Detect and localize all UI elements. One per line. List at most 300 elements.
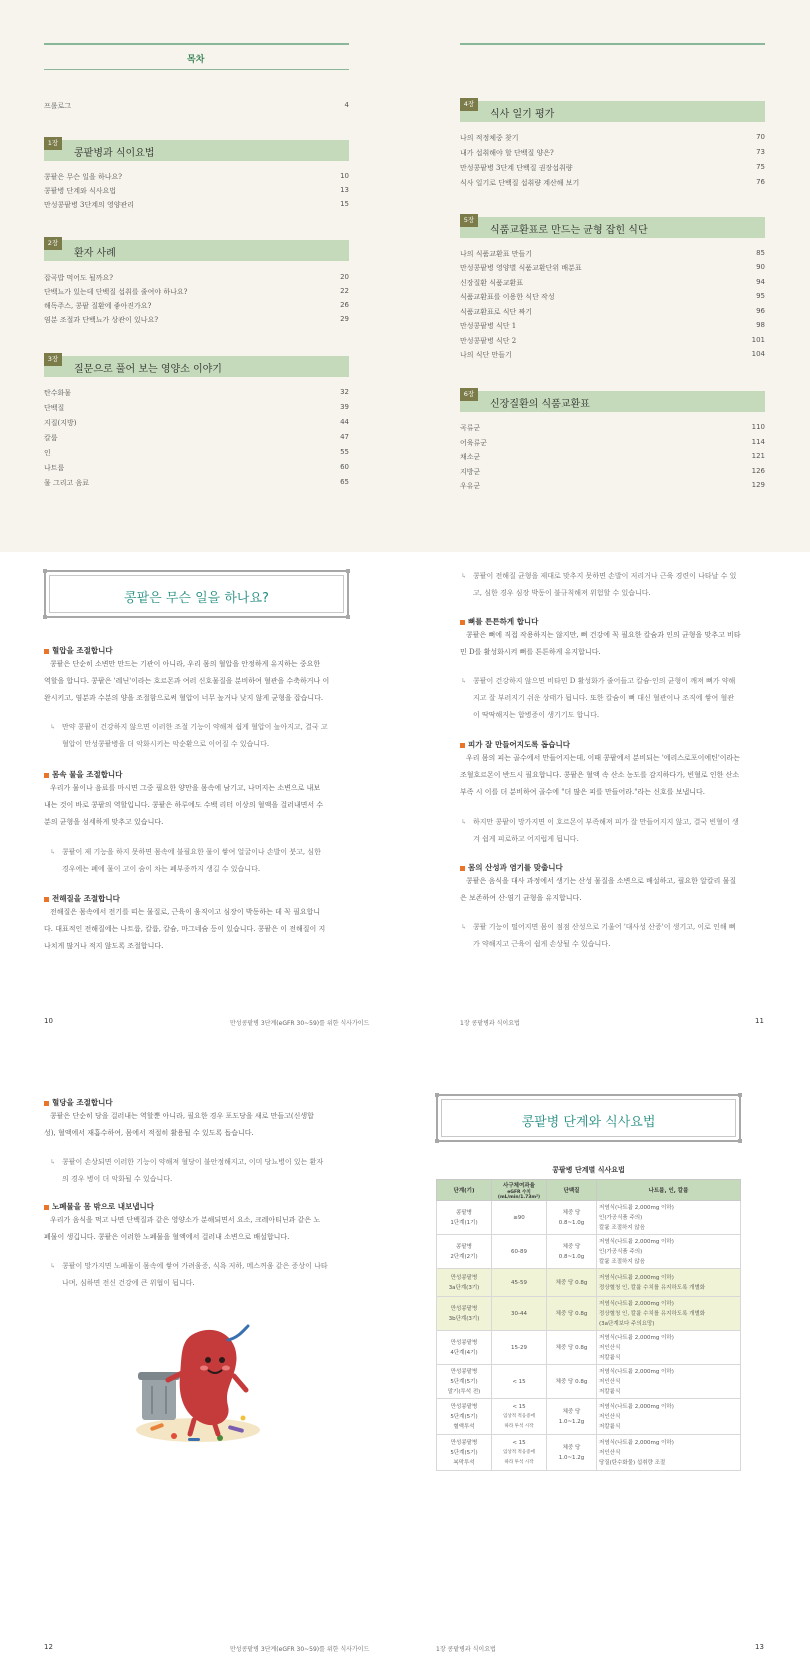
toc-item-title: 탄수화물	[44, 389, 72, 397]
toc-item-title: 나의 적정체중 찾기	[460, 134, 519, 142]
toc-item-title: 프롤로그	[44, 102, 72, 110]
toc-item[interactable]	[44, 101, 349, 113]
toc-item-title: 만성콩팥병 식단 1	[460, 322, 517, 330]
page-number: 13	[755, 1643, 764, 1651]
cell-line: 체중 당	[562, 1243, 581, 1250]
cell-line: 혈액투석	[453, 1423, 475, 1430]
toc-item[interactable]	[44, 301, 349, 313]
table-cell-protein	[547, 1269, 597, 1297]
note	[461, 919, 736, 953]
toc-item-title: 채소군	[460, 453, 481, 461]
cell-line: 칼륨 조절하지 않음	[599, 1258, 646, 1265]
toc-spread	[0, 0, 810, 552]
table-cell-protein	[547, 1235, 597, 1269]
page-number: 12	[44, 1643, 53, 1651]
text-line: 민 D를 활성화시켜 뼈를 튼튼하게 유지합니다.	[460, 648, 601, 656]
toc-item-page: 55	[340, 448, 349, 456]
table-title: 콩팥병 단계별 식사요법	[552, 1166, 625, 1174]
chapter-header[interactable]	[460, 217, 765, 238]
toc-item-title: 곡류군	[460, 424, 481, 432]
kidney-character-illustration	[128, 1310, 268, 1450]
toc-item[interactable]	[44, 273, 349, 285]
page-number: 11	[755, 1017, 764, 1025]
toc-item[interactable]	[44, 403, 349, 415]
toc-item[interactable]	[460, 438, 765, 450]
text-line: 만약 콩팥이 건강하지 않으면 이러한 조절 기능이 약해져 쉽게 혈압이 높아지고, 결국 고	[62, 723, 328, 731]
cell-line: 말기(투석 전)	[447, 1388, 481, 1395]
page-11	[405, 552, 810, 1105]
section-heading-text: 전해질을 조절합니다	[52, 894, 120, 903]
cell-line: 체중 당 0.8g	[555, 1344, 588, 1351]
note	[461, 673, 736, 724]
section-heading	[44, 893, 120, 904]
toc-item-title: 만성콩팥병 영양별 식품교환단위 배분표	[460, 264, 582, 272]
cell-line: 임상적 적응증에	[503, 1413, 535, 1419]
table-cell-stage	[437, 1235, 492, 1269]
column-header: 나트륨, 인, 칼륨	[597, 1180, 741, 1201]
cell-line: 따라 투석 시작	[504, 1459, 534, 1465]
chapter-badge: 1장	[44, 137, 62, 150]
toc-item-page: 44	[340, 418, 349, 426]
toc-item-page: 32	[340, 388, 349, 396]
toc-item-page: 95	[756, 292, 765, 300]
bullet-icon	[44, 897, 49, 902]
text-line: 콩팥이 망가지면 노폐물이 몸속에 쌓여 가려움증, 식욕 저하, 메스꺼움 같은 증상이 나타	[62, 1262, 328, 1270]
toc-item[interactable]	[44, 172, 349, 184]
table-row	[437, 1269, 741, 1297]
chapter-badge: 4장	[460, 98, 478, 111]
chapter-header[interactable]	[44, 240, 349, 261]
divider	[44, 69, 349, 70]
toc-item[interactable]	[460, 452, 765, 464]
cell-line: 0.8~1.0g	[558, 1219, 585, 1226]
page-13	[405, 1105, 810, 1662]
cell-line: 체중 당	[562, 1444, 581, 1451]
text-line: 우리가 물이나 음료를 마시면 그중 필요한 양만을 몸속에 남기고, 나머지는 소변으로 내보	[50, 784, 321, 792]
cell-line: 1단계(1기)	[450, 1219, 478, 1226]
chapter-header[interactable]	[44, 356, 349, 377]
cell-line: 저염식(나트륨 2,000mg 이하)	[599, 1334, 674, 1341]
toc-right-page	[405, 0, 810, 552]
cell-line: 임상적 적응증에	[503, 1449, 535, 1455]
text-line: 폐물이 생깁니다. 콩팥은 이러한 노폐물을 혈액에서 걸러내 소변으로 배설합니다.	[44, 1233, 290, 1241]
text-line: 콩팥이 손상되면 이러한 기능이 약해져 혈당이 불안정해지고, 이미 당뇨병이 있는 환자	[62, 1158, 324, 1166]
table-row	[437, 1201, 741, 1235]
cell-line: 만성콩팥병	[450, 1274, 478, 1281]
section-heading-text: 뼈를 튼튼하게 합니다	[468, 617, 539, 626]
cell-line: 4단계(4기)	[450, 1349, 478, 1356]
running-footer: 1장 콩팥병과 식이요법	[460, 1020, 520, 1027]
cell-line: < 15	[512, 1439, 526, 1446]
toc-left-page	[0, 0, 405, 552]
toc-item-title: 나의 식품교환표 만들기	[460, 250, 533, 258]
table-row	[437, 1365, 741, 1399]
spread-p10-p11	[0, 552, 810, 1105]
section-title: 콩팥병 단계와 식사요법	[521, 1115, 656, 1130]
section-heading	[44, 645, 113, 656]
chapter-header[interactable]	[460, 391, 765, 412]
toc-item[interactable]	[460, 307, 765, 319]
toc-item[interactable]	[460, 467, 765, 479]
cell-line: 칼륨 조절하지 않음	[599, 1224, 646, 1231]
chapter-badge: 2장	[44, 237, 62, 250]
toc-item-title: 단백질	[44, 404, 65, 412]
toc-item[interactable]	[44, 448, 349, 460]
toc-item-page: 39	[340, 403, 349, 411]
table-cell-protein	[547, 1435, 597, 1471]
toc-item-page: 98	[756, 321, 765, 329]
toc-item-page: 26	[340, 301, 349, 309]
table-row	[437, 1331, 741, 1365]
chapter-title: 신장질환의 식품교환표	[490, 399, 590, 410]
cell-line: 15-29	[511, 1344, 527, 1351]
toc-item-title: 내가 섭취해야 할 단백질 양은?	[460, 149, 554, 157]
page-10	[0, 552, 405, 1105]
frame-corner	[738, 1093, 742, 1097]
toc-item-page: 90	[756, 263, 765, 271]
toc-item-title: 만성콩팥병 식단 2	[460, 337, 517, 345]
cell-line: 5단계(5기)	[450, 1413, 478, 1420]
column-header	[492, 1180, 547, 1201]
table-body	[437, 1201, 741, 1471]
toc-item[interactable]	[44, 388, 349, 400]
cell-line: 만성콩팥병	[450, 1368, 478, 1375]
toc-item-title: 식품교환표로 식단 짜기	[460, 308, 533, 316]
section-heading	[44, 1201, 154, 1212]
title-box	[436, 1094, 741, 1142]
cell-line: 45-59	[511, 1279, 527, 1286]
toc-item-title: 단백뇨가 있는데 단백질 섭취를 줄여야 하나요?	[44, 288, 188, 296]
cell-line: < 15	[512, 1378, 526, 1385]
toc-item-title: 우유군	[460, 482, 481, 490]
cell-line: 저칼륨식	[599, 1388, 621, 1395]
divider	[460, 43, 765, 45]
table-cell-stage	[437, 1435, 492, 1471]
cell-line: 정상혈청 인, 칼륨 수치를 유지하도록 개별화	[599, 1310, 706, 1317]
cell-line: 2단계(2기)	[450, 1253, 478, 1260]
text-line: 하지만 콩팥이 망가지면 이 호르몬이 부족해져 피가 잘 만들어지지 않고, 결국 빈혈이 생	[473, 818, 739, 826]
toc-item[interactable]	[460, 148, 765, 160]
table-cell-notes	[597, 1331, 741, 1365]
text-line: 경우에는 폐에 물이 고이 숨이 차는 폐부종까지 생길 수 있습니다.	[62, 865, 261, 873]
paragraph	[44, 904, 325, 955]
column-header: 단백질	[547, 1180, 597, 1201]
cell-line: 3a단계(3기)	[448, 1284, 480, 1291]
table-cell-notes	[597, 1269, 741, 1297]
toc-item-page: 22	[340, 287, 349, 295]
cell-line: 저칼륨식	[599, 1354, 621, 1361]
arrow-icon: ↳	[461, 818, 467, 826]
table-cell-gfr	[492, 1269, 547, 1297]
frame-corner	[435, 1093, 439, 1097]
note	[50, 844, 321, 878]
table-cell-gfr	[492, 1297, 547, 1331]
cell-line: 저칼륨식	[599, 1423, 621, 1430]
text-line: 고, 심한 경우 심장 박동이 불규칙해져 위험할 수 있습니다.	[473, 589, 651, 597]
cell-line: 5단계(5기)	[450, 1378, 478, 1385]
toc-item[interactable]	[460, 350, 765, 362]
text-line: 콩팥이 제 기능을 하지 못하면 몸속에 불필요한 물이 쌓여 얼굴이나 손발이 붓고, 심한	[62, 848, 321, 856]
running-footer: 만성콩팥병 3단계(eGFR 30~59)를 위한 식사가이드	[230, 1020, 370, 1027]
frame-corner	[43, 569, 47, 573]
table-cell-protein	[547, 1331, 597, 1365]
cell-line: 인(가공식품 주의)	[599, 1214, 643, 1221]
table-cell-protein	[547, 1201, 597, 1235]
toc-item-page: 13	[340, 186, 349, 194]
toc-item-title: 지질(지방)	[44, 419, 77, 427]
cell-line: ≥90	[513, 1214, 525, 1221]
arrow-icon: ↳	[461, 923, 467, 931]
cell-line: 60-89	[511, 1248, 527, 1255]
toc-item[interactable]	[44, 478, 349, 490]
text-line: 역할을 합니다. 콩팥은 '레닌'이라는 호르몬과 여러 신호물질을 분비하여 혈관을 수축하거나 이	[44, 677, 330, 685]
cell-line: 0.8~1.0g	[558, 1253, 585, 1260]
section-heading-text: 몸속 물을 조절합니다	[52, 770, 123, 779]
toc-item[interactable]	[460, 133, 765, 145]
table-cell-notes	[597, 1201, 741, 1235]
text-line: 성), 혈액에서 재흡수하여, 몸에서 적절히 활용될 수 있도록 돕습니다.	[44, 1129, 254, 1137]
bullet-icon	[44, 1101, 49, 1106]
table-row	[437, 1297, 741, 1331]
table-cell-protein	[547, 1399, 597, 1435]
section-heading-text: 혈압을 조절합니다	[52, 646, 113, 655]
text-line: 나치게 많거나 적지 않도록 조절합니다.	[44, 942, 164, 950]
toc-item-title: 만성콩팥병 3단계의 영양관리	[44, 201, 135, 209]
cell-line: 저염식(나트륨 2,000mg 이하)	[599, 1274, 674, 1281]
table-cell-notes	[597, 1365, 741, 1399]
text-line: 콩팥은 단순히 소변만 만드는 기관이 아니라, 우리 몸의 혈압을 안정하게 유지하는 중요한	[50, 660, 321, 668]
section-heading-text: 몸의 산성과 염기를 맞춥니다	[468, 863, 563, 872]
section-title: 콩팥은 무슨 일을 하나요?	[124, 591, 269, 606]
toc-item-page: 4	[344, 101, 349, 109]
frame-corner	[346, 569, 350, 573]
bullet-icon	[44, 773, 49, 778]
arrow-icon: ↳	[461, 677, 467, 685]
text-line: 콩팥이 건강하지 않으면 비타민 D 활성화가 줄어들고 칼슘·인의 균형이 깨져 뼈가 약해	[473, 677, 736, 685]
toc-item-title: 콩팥병 단계와 식사요법	[44, 187, 117, 195]
title-box	[44, 570, 349, 618]
table-row	[437, 1399, 741, 1435]
toc-item[interactable]	[460, 292, 765, 304]
cell-line: 저염식(나트륨 2,000mg 이하)	[599, 1403, 674, 1410]
cell-line: 만성콩팥병	[450, 1305, 478, 1312]
table-cell-notes	[597, 1435, 741, 1471]
chapter-title: 콩팥병과 식이요법	[74, 148, 155, 159]
toc-item[interactable]	[44, 418, 349, 430]
toc-item-title: 나트륨	[44, 464, 65, 472]
cell-line: (3a단계보다 주의요망)	[599, 1320, 655, 1327]
table-cell-notes	[597, 1297, 741, 1331]
section-heading-text: 피가 잘 만들어지도록 돕습니다	[468, 740, 571, 749]
arrow-icon: ↳	[461, 572, 467, 580]
toc-item-page: 47	[340, 433, 349, 441]
column-header-text: 사구체여과율	[503, 1182, 535, 1189]
toc-item-page: 73	[756, 148, 765, 156]
section-heading-text: 노폐물을 몸 밖으로 내보냅니다	[52, 1202, 155, 1211]
kidney-mascot-icon	[168, 1326, 248, 1434]
table-cell-stage	[437, 1201, 492, 1235]
text-line: 가 약해지고 근육이 쉽게 손상될 수 있습니다.	[473, 940, 611, 948]
bullet-icon	[460, 620, 465, 625]
text-line: 콩팥은 음식을 대사 과정에서 생기는 산성 물질을 소변으로 배설하고, 필요한 알칼리 물질	[466, 877, 737, 885]
toc-item-page: 75	[756, 163, 765, 171]
toc-item[interactable]	[44, 463, 349, 475]
divider	[44, 43, 349, 45]
toc-item[interactable]	[460, 321, 765, 333]
cell-line: 따라 투석 시작	[504, 1423, 534, 1429]
text-line: 지고 잘 부러지기 쉬운 상태가 됩니다. 또한 칼슘이 뼈 대신 혈관이나 조직에 쌓여 혈관	[473, 694, 735, 702]
cell-line: 복막투석	[453, 1459, 475, 1466]
toc-item-page: 94	[756, 278, 765, 286]
table-cell-gfr	[492, 1435, 547, 1471]
cell-line: 만성콩팥병	[450, 1339, 478, 1346]
toc-item-title: 물 그리고 음료	[44, 479, 90, 487]
toc-item-page: 76	[756, 178, 765, 186]
toc-item-page: 126	[751, 467, 765, 475]
arrow-icon: ↳	[50, 723, 56, 731]
table-cell-gfr	[492, 1201, 547, 1235]
bullet-icon	[44, 1205, 49, 1210]
toc-item[interactable]	[44, 433, 349, 445]
cell-line: 저인산식	[599, 1378, 621, 1385]
table-cell-gfr	[492, 1331, 547, 1365]
text-line: 우리가 음식을 먹고 나면 단백질과 같은 영양소가 분해되면서 요소, 크레아티닌과 같은 노	[50, 1216, 321, 1224]
paragraph	[44, 1108, 314, 1142]
toc-item[interactable]	[460, 263, 765, 275]
cell-line: 저인산식	[599, 1413, 621, 1420]
table-cell-stage	[437, 1331, 492, 1365]
section-heading	[44, 769, 122, 780]
toc-item-title: 신장질환 식품교환표	[460, 279, 524, 287]
cell-line: 저염식(나트륨 2,000mg 이하)	[599, 1439, 674, 1446]
toc-item[interactable]	[460, 178, 765, 190]
toc-item[interactable]	[44, 186, 349, 198]
frame-corner	[43, 615, 47, 619]
toc-item[interactable]	[44, 287, 349, 299]
toc-item-page: 20	[340, 273, 349, 281]
toc-item-page: 60	[340, 463, 349, 471]
text-line: 나며, 심하면 전신 건강에 큰 위협이 됩니다.	[62, 1279, 195, 1287]
toc-item-page: 129	[751, 481, 765, 489]
toc-item-page: 101	[751, 336, 765, 344]
page-number: 10	[44, 1017, 53, 1025]
toc-item-page: 15	[340, 200, 349, 208]
cell-line: 저인산식	[599, 1344, 621, 1351]
arrow-icon: ↳	[50, 848, 56, 856]
table-row	[437, 1235, 741, 1269]
paragraph	[460, 750, 740, 801]
column-header: 단계(기)	[437, 1180, 492, 1201]
cell-line: 1.0~1.2g	[558, 1418, 585, 1425]
paragraph	[460, 873, 736, 907]
toc-item-title: 지방군	[460, 468, 481, 476]
text-line: 콩팥 기능이 떨어지면 몸이 점점 산성으로 기울어 '대사성 산증'이 생기고, 이로 인해 뼈	[473, 923, 736, 931]
bullet-icon	[44, 649, 49, 654]
toc-item[interactable]	[44, 315, 349, 327]
section-heading	[460, 616, 538, 627]
paragraph	[44, 656, 329, 707]
toc-item[interactable]	[460, 336, 765, 348]
table-cell-stage	[437, 1269, 492, 1297]
toc-item-title: 식사 일기로 단백질 섭취량 계산해 보기	[460, 179, 580, 187]
cell-line: 체중 당 0.8g	[555, 1310, 588, 1317]
table	[436, 1179, 741, 1471]
toc-title: 목차	[187, 55, 205, 65]
bullet-icon	[460, 866, 465, 871]
chapter-title: 식사 일기 평가	[490, 109, 555, 120]
section-heading	[460, 739, 570, 750]
paragraph	[460, 627, 741, 661]
toc-item-page: 104	[751, 350, 765, 358]
toc-item[interactable]	[460, 481, 765, 493]
running-footer: 만성콩팥병 3단계(eGFR 30~59)를 위한 식사가이드	[230, 1646, 370, 1653]
chapter-header[interactable]	[460, 101, 765, 122]
paragraph	[44, 780, 323, 831]
toc-item[interactable]	[460, 249, 765, 261]
text-line: 완시키고, 염분과 수분의 양을 조절함으로써 혈압이 너무 높거나 낮지 않게 균형을 잡습니다.	[44, 694, 324, 702]
toc-item-title: 칼륨	[44, 434, 58, 442]
toc-item-title: 어육류군	[460, 439, 488, 447]
cell-line: 만성콩팥병	[450, 1439, 478, 1446]
cell-line: 정상혈청 인, 칼륨 수치를 유지하도록 개별화	[599, 1284, 706, 1291]
table-cell-notes	[597, 1399, 741, 1435]
cell-line: 체중 당	[562, 1209, 581, 1216]
toc-item-page: 110	[751, 423, 765, 431]
table-header-row	[437, 1180, 741, 1201]
text-line: 콩팥은 단순히 당을 걸러내는 역할뿐 아니라, 필요한 경우 포도당을 새로 만들고(신생합	[50, 1112, 314, 1120]
toc-item[interactable]	[460, 163, 765, 175]
toc-item[interactable]	[460, 423, 765, 435]
cell-line: 인(가공식품 주의)	[599, 1248, 643, 1255]
toc-item-page: 114	[751, 438, 765, 446]
note	[461, 568, 737, 602]
toc-item-page: 65	[340, 478, 349, 486]
chapter-title: 질문으로 풀어 보는 영양소 이야기	[74, 364, 222, 375]
toc-item-title: 콩팥은 무슨 일을 하나요?	[44, 173, 123, 181]
cell-line: 저염식(나트륨 2,000mg 이하)	[599, 1238, 674, 1245]
note	[50, 1258, 328, 1292]
table-cell-gfr	[492, 1399, 547, 1435]
cell-line: 체중 당	[562, 1408, 581, 1415]
chapter-header[interactable]	[44, 140, 349, 161]
toc-item-title: 잡곡밥 먹어도 될까요?	[44, 274, 114, 282]
toc-item[interactable]	[460, 278, 765, 290]
chapter-badge: 3장	[44, 353, 62, 366]
toc-item-title: 나의 식단 만들기	[460, 351, 512, 359]
frame-corner	[738, 1139, 742, 1143]
arrow-icon: ↳	[50, 1158, 56, 1166]
section-heading	[460, 862, 563, 873]
table-row	[437, 1435, 741, 1471]
toc-item-title: 식품교환표를 이용한 식단 작성	[460, 293, 555, 301]
cell-line: 만성콩팥병	[450, 1403, 478, 1410]
cell-line: 콩팥병	[456, 1243, 472, 1250]
cell-line: 당질(탄수화물) 섭취량 조절	[599, 1459, 666, 1466]
table-cell-gfr	[492, 1235, 547, 1269]
cell-line: 저염식(나트륨 2,000mg 이하)	[599, 1368, 674, 1375]
table-cell-gfr	[492, 1365, 547, 1399]
toc-item-page: 85	[756, 249, 765, 257]
chapter-title: 환자 사례	[74, 248, 116, 259]
text-line: 조혈호르몬이 반드시 필요합니다. 콩팥은 혈액 속 산소 농도를 감지하다가, 빈혈로 인한 산소	[460, 771, 740, 779]
table-cell-protein	[547, 1365, 597, 1399]
frame-corner	[435, 1139, 439, 1143]
toc-item[interactable]	[44, 200, 349, 212]
cell-line: 3b단계(3기)	[448, 1315, 480, 1322]
section-heading-text: 혈당을 조절합니다	[52, 1098, 113, 1107]
column-header-sub: eGFR 수치(mL/min/1.73m²)	[497, 1189, 541, 1200]
table-cell-protein	[547, 1297, 597, 1331]
